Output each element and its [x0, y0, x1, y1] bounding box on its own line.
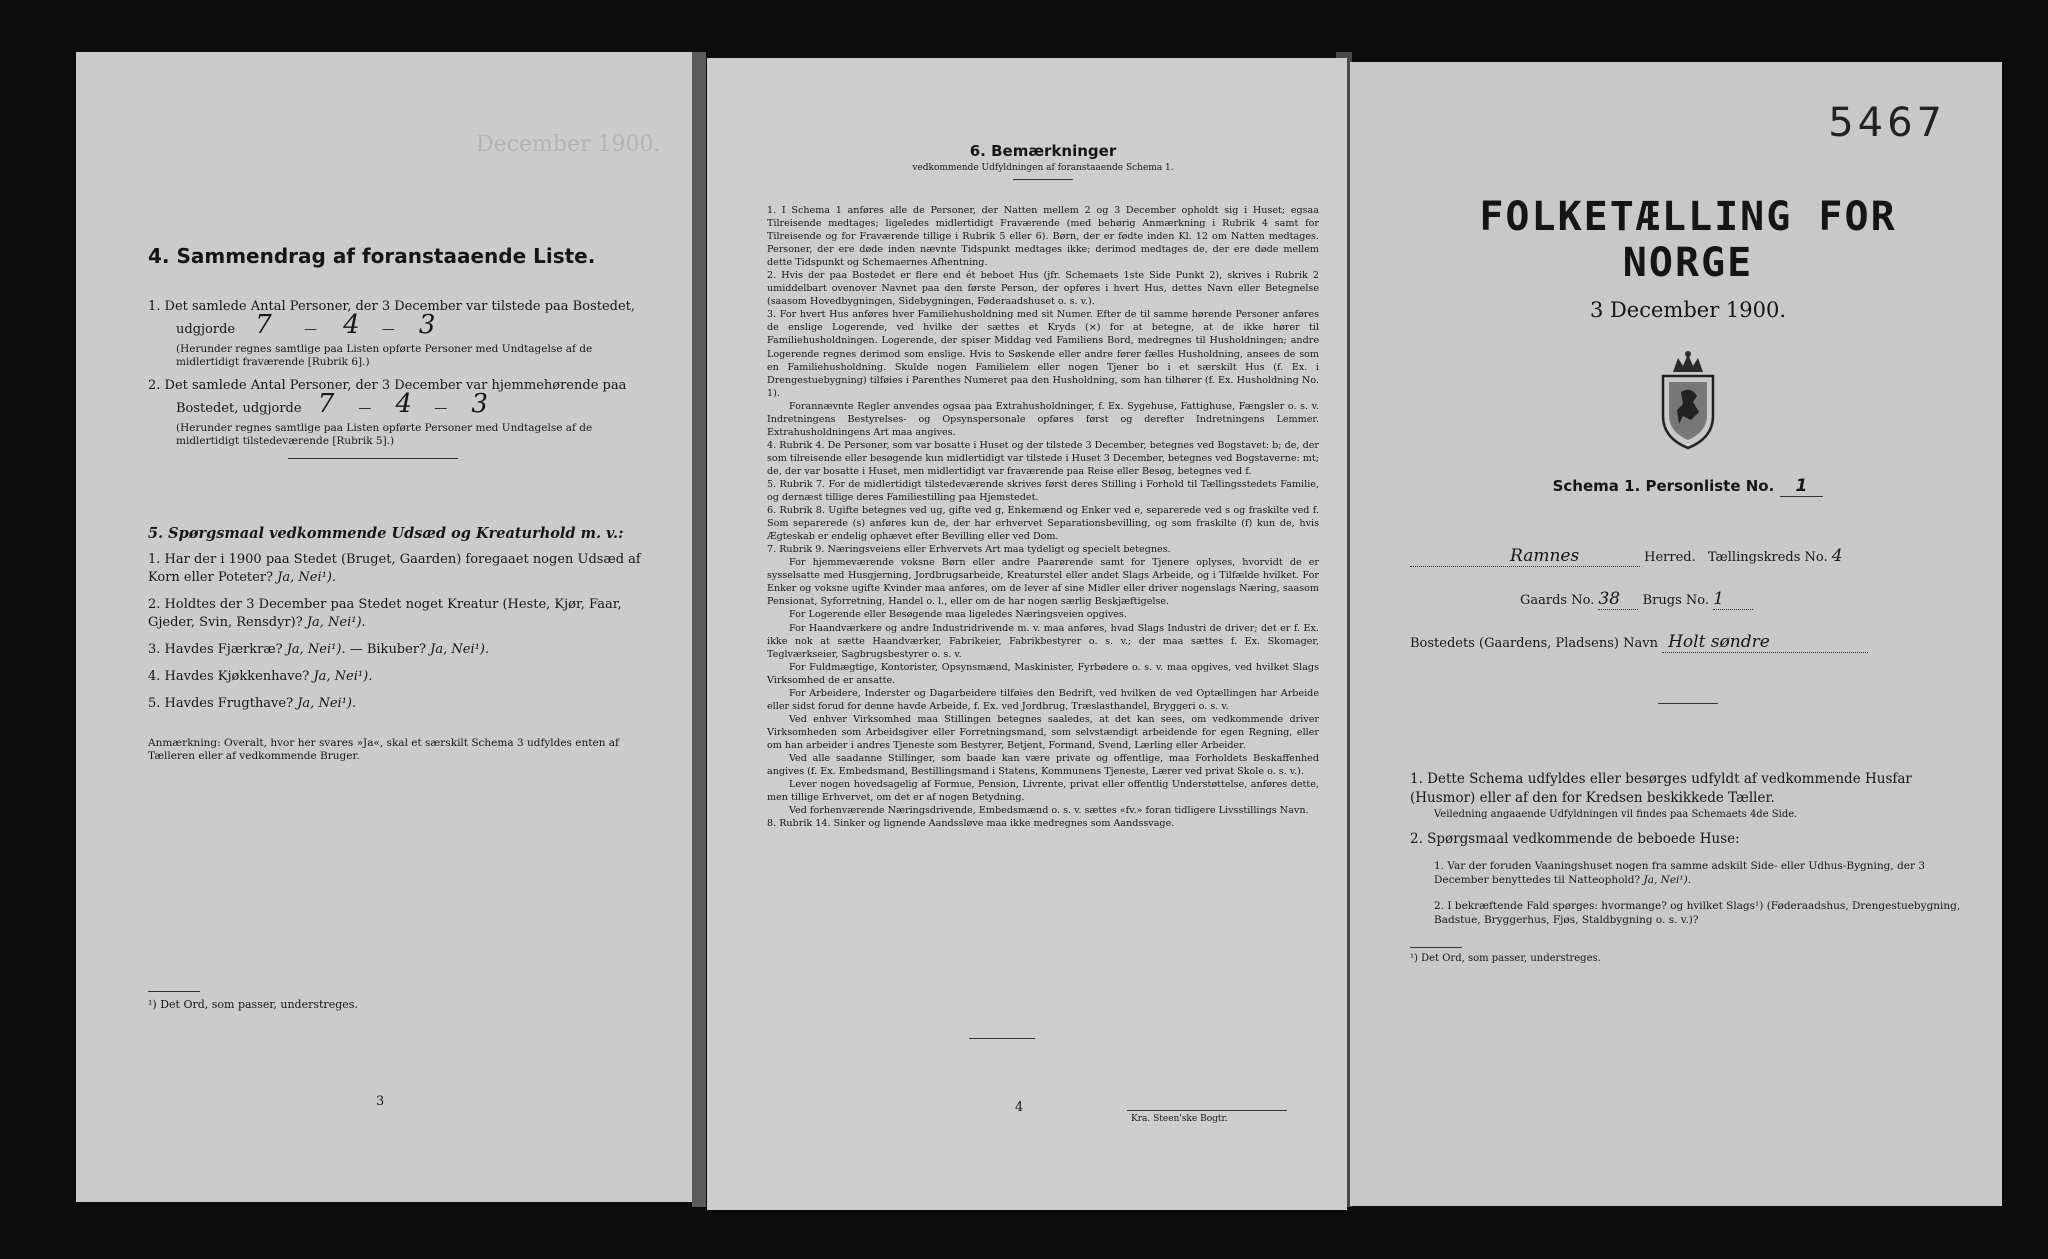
remark-paragraph: 7. Rubrik 9. Næringsveiens eller Erhvervets Art maa tydeligt og specielt betegnes.: [767, 544, 1171, 556]
footnote-rule: [148, 991, 200, 992]
count-present-female: 3: [418, 310, 436, 340]
remarks-subtitle: vedkommende Udfyldningen af foranstaaende Schema 1.: [912, 163, 1174, 173]
bosted-line: Bostedets (Gaardens, Pladsens) Navn Holt søndre: [1410, 632, 1966, 653]
remark-paragraph: 4. Rubrik 4. De Personer, som var bosatte i Huset og der tilstede 3 December, betegnes ved Bogstavet: b; de, der som tilreisende eller besøgende kun midlertidigt var tilstede i Huset 3 December, betegnes ved Bogstaverne: mt; de, der var bosatte i Huset, men midlertidigt var fraværende paa Reise eller Besøg, betegnes ved f.: [767, 439, 1319, 477]
remark-paragraph: 1. I Schema 1 anføres alle de Personer, der Natten mellem 2 og 3 December opholdt sig i Huset; egsaa Tilreisende medtages; ligeledes midlertidigt Fraværende (med behørig Anmærkning i Rubrik 4 samt for Tilreisende og for Fraværende tillige i Rubrik 5 eller 6). Børn, der er fødte inden Kl. 12 om Natten medtages. Personer, der ere døde inden nævnte Tidspunkt medtages ikke; derimod medtages de, der ere døde mellem dette Tidspunkt og Schemaernes Afhentning.: [767, 205, 1319, 269]
count-present-total: 7: [255, 310, 272, 340]
remark-paragraph: Ved alle saadanne Stillinger, som baade kan være private og offentlige, maa Forholdets Beskaffenhed angives (f. Ex. Embedsmand, Bestillingsmand i Statens, Kommunens Tjeneste, Lærer ved privat Skole o. s. v.).: [767, 752, 1319, 778]
page-4: [707, 58, 1347, 1210]
instruction-1: 1. Dette Schema udfyldes eller besørges udfyldt af vedkommende Husfar (Husmor) eller af den for Kredsen beskikkede Tæller. Veiledning angaaende Udfyldningen vil findes paa Schemaets 4de Side.: [1410, 771, 1912, 820]
remark-paragraph: Ved enhver Virksomhed maa Stillingen betegnes saaledes, at det kan sees, om vedkommende driver Virksomheden som Arbeidsgiver eller Forretningsmand, som selvstændigt arbeidende for egen Regning, eller om han arbeider i andres Tjeneste som Bestyrer, Betjent, Formand, Svend, Lærling eller Arbeider.: [767, 713, 1319, 751]
question-4: 4. Havdes Kjøkkenhave? Ja, Nei¹).: [148, 669, 373, 684]
count-resident-total: 7: [317, 389, 335, 419]
section-5-title: 5. Spørgsmaal vedkommende Udsæd og Kreaturhold m. v.:: [148, 525, 624, 542]
page-3: [76, 52, 692, 1202]
herred-line: Ramnes Herred. Tællingskreds No. 4: [1410, 546, 1966, 567]
footnote: ¹) Det Ord, som passer, understreges.: [1410, 953, 1601, 964]
remark-paragraph: For hjemmeværende voksne Børn eller andre Paarørende samt for Tjenere oplyses, hvorvidt de er sysselsatte med Husgjerning, Jordbrugsarbeide, Kreaturstel eller andet Slags Arbeide, og i Tilfælde hvilket. For Enker og voksne ugifte Kvinder maa anføres, om de lever af sine Midler eller driver nogenslags Næring, saasom Pensionat, Syforretning, Handel o. l., eller om de har nogen særlig Beskjæftigelse.: [767, 557, 1319, 608]
norwegian-coat-of-arms-icon: [1653, 350, 1723, 450]
remark-paragraph: For Logerende eller Besøgende maa ligeledes Næringsveien opgives.: [789, 609, 1127, 621]
question-1: 1. Har der i 1900 paa Stedet (Bruget, Gaarden) foregaaet nogen Udsæd af Korn eller Poteter? Ja, Nei¹).: [148, 552, 641, 585]
count-resident-female: 3: [471, 389, 488, 419]
book-spine-left: [692, 52, 706, 1207]
summary-item-1: 1. Det samlede Antal Personer, der 3 December var tilstede paa Bostedet, udgjorde 7 — 4 — 3 (Herunder regnes samtlige paa Listen opførte Personer med Undtagelse af de midlertidigt fraværende [Rubrik 6].): [148, 299, 636, 368]
remark-paragraph: Lever nogen hovedsagelig af Formue, Pension, Livrente, privat eller offentlig Understøttelse, anføres dette, men tillige Erhvervet, om det er af nogen Betydning.: [767, 779, 1319, 804]
brugs-number: 1: [1713, 589, 1753, 610]
question-5: 5. Havdes Frugthave? Ja, Nei¹).: [148, 696, 357, 711]
remark-paragraph: For Haandværkere og andre Industridrivende m. v. maa anføres, hvad Slags Industri de driver; det er f. Ex. ikke nok at sætte Haandværker, Fabrikeier, Fabrikbestyrer o. s. v.; der maa sættes f. Ex. Skomager, Teglværkseier, Sagbrugsbestyrer o. s. v.: [767, 622, 1319, 660]
personliste-number: 1: [1780, 476, 1824, 497]
herred-value: Ramnes: [1410, 546, 1640, 567]
census-date: 3 December 1900.: [1589, 298, 1787, 322]
remark-paragraph: For Arbeidere, Inderster og Dagarbeidere tilføies den Bedrift, ved hvilken de ved Optællingen har Arbeide eller sidst forud for denne havde Arbeide, f. Ex. ved Jordbrug, Træslasthandel, Bryggeri o. s. v.: [767, 687, 1319, 712]
end-rule: [969, 1038, 1035, 1039]
footnote: ¹) Det Ord, som passer, understreges.: [148, 998, 358, 1011]
remark-paragraph: For Fuldmægtige, Kontorister, Opsynsmænd, Maskinister, Fyrbødere o. s. v. maa opgives, ved hvilket Slags Virksomhed de er ansatte.: [767, 661, 1319, 686]
kreds-number: 4: [1831, 546, 1843, 566]
remark-paragraph: 5. Rubrik 7. For de midlertidigt tilstedeværende skrives først deres Stilling i Forhold til Tællingsstedets Familie, og dernæst tillige deres Familiestilling paa Hjemstedet.: [767, 478, 1319, 504]
printer-rule: [1127, 1110, 1287, 1111]
summary-item-2: 2. Det samlede Antal Personer, der 3 December var hjemmehørende paa Bostedet, udgjorde 7 — 4 — 3 (Herunder regnes samtlige paa Listen opførte Personer med Undtagelse af de midlertidigt tilstedeværende [Rubrik 5].): [148, 377, 652, 459]
divider: [288, 458, 458, 459]
bosted-value: Holt søndre: [1662, 632, 1868, 653]
bleed-through-text: December 1900.: [476, 132, 661, 157]
question-2: 2. Holdtes der 3 December paa Stedet noget Kreatur (Heste, Kjør, Faar, Gjeder, Svin, Rensdyr)? Ja, Nei¹).: [148, 597, 622, 630]
title-page: [1350, 62, 2002, 1206]
remark-paragraph: 6. Rubrik 8. Ugifte betegnes ved ug, gifte ved g, Enkemænd og Enker ved e, separerede ved s og fraskilte ved f. Som separerede (s) anføres kun de, der har erhvervet Separationsbevilling, og som fraskilte (f) kun de, hvis Ægteskab er endelig ophævet efter Bevilling eller ved Dom.: [767, 505, 1319, 543]
gaards-line: Gaards No. 38 Brugs No. 1: [1520, 589, 1966, 610]
divider: [1013, 179, 1073, 180]
archive-serial-number: 5467: [1828, 100, 1946, 146]
schema-heading: Schema 1. Personliste No. 1: [1410, 476, 1966, 496]
section-4-title: 4. Sammendrag af foranstaaende Liste.: [148, 244, 596, 268]
annotation-note: Anmærkning: Overalt, hvor her svares »Ja«, skal et særskilt Schema 3 udfyldes enten af Tælleren eller af vedkommende Bruger.: [148, 737, 619, 762]
remark-paragraph: 8. Rubrik 14. Sinker og lignende Aandssløve maa ikke medregnes som Aandssvage.: [767, 818, 1175, 830]
census-title: FOLKETÆLLING FOR NORGE: [1479, 194, 1897, 286]
count-present-male: 4: [343, 310, 360, 340]
remarks-title: 6. Bemærkninger: [969, 142, 1117, 160]
gaards-number: 38: [1598, 589, 1638, 610]
question-3: 3. Havdes Fjærkræ? Ja, Nei¹). — Bikuber? Ja, Nei¹).: [148, 642, 490, 657]
house-question-1: 1. Var der foruden Vaaningshuset nogen fra samme adskilt Side- eller Udhus-Bygning, der 3 December benyttedes til Natteophold? Ja, Nei¹).: [1434, 860, 1925, 886]
count-resident-male: 4: [395, 389, 413, 419]
page-number: 4: [1015, 1100, 1024, 1115]
remark-paragraph: Ved forhenværende Næringsdrivende, Embedsmænd o. s. v. sættes «fv.» foran tidligere Livsstillings Navn.: [789, 805, 1309, 817]
remarks-body: [767, 204, 1319, 830]
footnote-rule: [1410, 947, 1462, 948]
printer-mark: Kra. Steen'ske Bogtr.: [1131, 1114, 1228, 1124]
remark-paragraph: Forannævnte Regler anvendes ogsaa paa Extrahusholdninger, f. Ex. Sygehuse, Fattighuse, Fængsler o. s. v. Indretningens Bestyrelses- og Opsynspersonale opføres først og derefter Indretningens Lemmer. Extrahusholdningens Art maa angives.: [767, 400, 1319, 438]
remark-paragraph: 3. For hvert Hus anføres hver Familiehusholdning med sit Numer. Efter de til samme hørende Personer anføres de enslige Logerende, ved hvilke der sættes et Kryds (×) for at betegne, at de ikke hører til Familiehusholdningen. Logerende, der spiser Middag ved Familiens Bord, medregnes til Husholdningen; andre Logerende regnes derimod som enslige. Hvis to Søskende eller andre fører fælles Husholdning, ansees de som en Familiehusholdning. Skulde nogen Familielem eller nogen Tjener bo i et særskilt Hus (f. Ex. i Drengestuebygning) tilføies i Parenthes Numeret paa den Husholdning, som han tilhører (f. Ex. Husholdning No. 1).: [767, 309, 1319, 399]
page-number: 3: [376, 1094, 385, 1109]
house-question-2: 2. I bekræftende Fald spørges: hvormange? og hvilket Slags¹) (Føderaadshus, Drengestuebygning, Badstue, Bryggerhus, Fjøs, Staldbygning o. s. v.)?: [1434, 900, 1961, 926]
divider: [1658, 703, 1718, 704]
remark-paragraph: 2. Hvis der paa Bostedet er flere end ét beboet Hus (jfr. Schemaets 1ste Side Punkt 2), skrives i Rubrik 2 umiddelbart ovenover Navnet paa den første Person, der opføres i hvert Hus, dettes Navn eller Betegnelse (saasom Hovedbygningen, Sidebygningen, Føderaadshuset o. s. v.).: [767, 270, 1319, 308]
instruction-2: 2. Spørgsmaal vedkommende de beboede Huse:: [1410, 831, 1740, 847]
